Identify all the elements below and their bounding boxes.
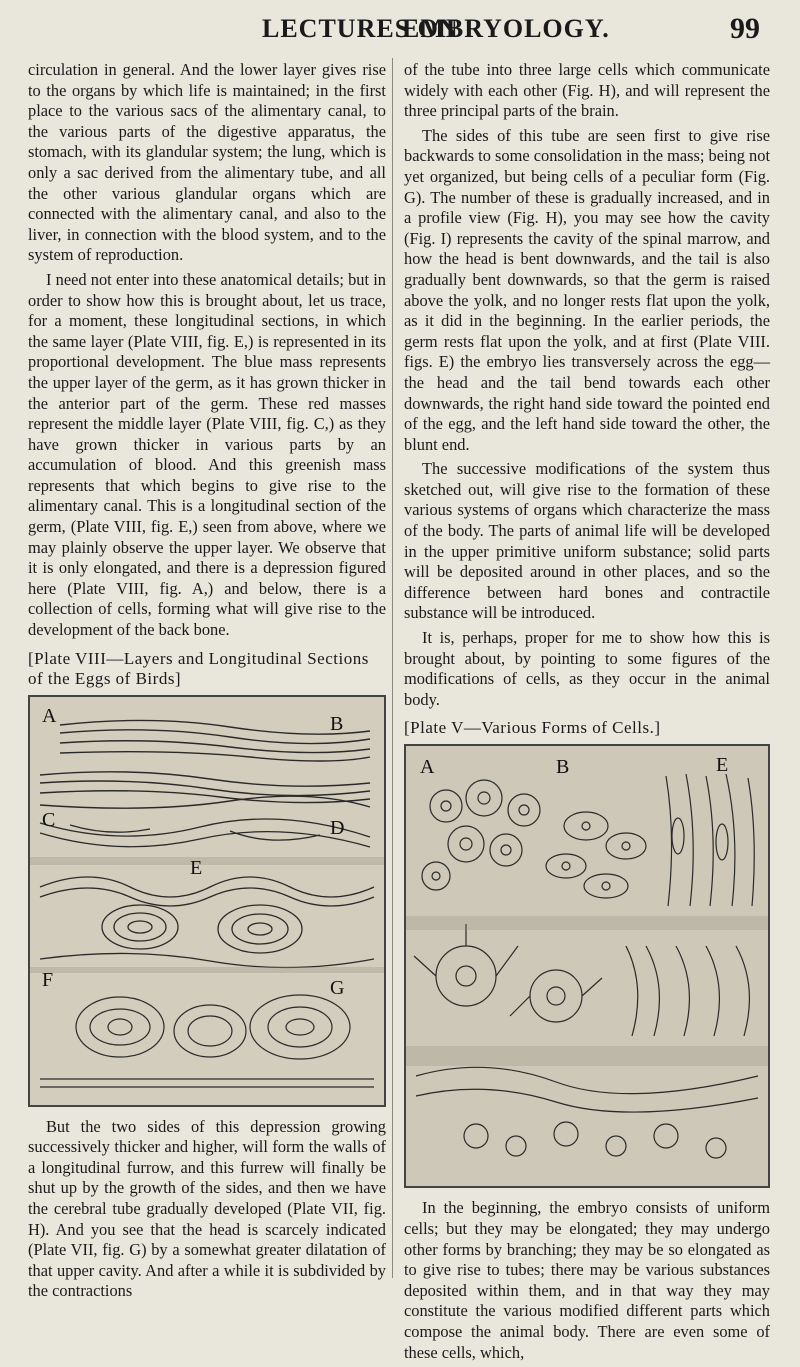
left-column bbox=[28, 60, 386, 1306]
paragraph: The sides of this tube are seen first to give rise backwards to some consolidation in the mass; being not yet organized, but being cells of a peculiar form (Fig. G). The number of these is gradually increased, and in a profile view (Fig. H), you may see how the cavity (Fig. I) represents the cavity of the spinal marrow, and how the head is bent downwards, and the tail is also gradually bent downwards, so that the germ is raised above the yolk, and no longer rests flat upon the yolk, as it did in the beginning. In the earlier periods, the germ rests flat upon the yolk, and at first (Plate VIII. figs. E) the embryo lies transversely across the egg—the head and the tail bend towards each other downwards, the right hand side toward the pointed end of the egg, and the left hand side toward the other, the blunt end. bbox=[404, 125, 770, 454]
running-head-right: EMBRYOLOGY. bbox=[402, 14, 610, 43]
figure-label: G bbox=[330, 976, 345, 999]
figure-label: B bbox=[556, 756, 570, 779]
figure-label: B bbox=[330, 712, 344, 735]
running-head-left: LECTURES ON bbox=[262, 14, 459, 43]
paragraph: In the beginning, the embryo consists of uniform cells; but they may be elongated; they may undergo other forms by branching; they may be so elongated as to give rise to tubes; there may be various substances deposited within them, and in that way they may constitute the various modified different parts which compose the animal body. There are even some of these cells, which, bbox=[404, 1198, 770, 1362]
plate-v-illustration bbox=[404, 744, 770, 1188]
column-divider bbox=[392, 58, 393, 1278]
figure-label: A bbox=[420, 756, 435, 779]
paragraph: circulation in general. And the lower layer gives rise to the organs by which life is maintained; in the first place to the various sacs of the alimentary canal, to the various parts of the digestive apparatus, the stomach, with its glandular system; the lung, which is only a sac derived from the alimentary tube, and all the other various glandular organs which are connected with the alimentary canal, and also to the liver, in connection with the blood system, and to the system of reproduction. bbox=[28, 60, 386, 265]
plate-caption: [Plate V—Various Forms of Cells.] bbox=[404, 718, 661, 738]
figure-label: A bbox=[42, 704, 57, 727]
paragraph: But the two sides of this depression growing successively thicker and higher, will form the walls of a longitudinal furrow, and this furrew will finally be shut up by the growth of the sides, and then we have the cerebral tube gradually developed (Plate VII, fig. H). And you see that the head is scarcely indicated (Plate VII, fig. G) by a somewhat greater dilatation of that upper cavity. And after a while it is subdivided by the contractions bbox=[28, 1116, 386, 1301]
figure-label: E bbox=[716, 754, 729, 777]
plate-viii-drawing bbox=[30, 697, 384, 1105]
figure-label: C bbox=[42, 808, 56, 831]
figure-label: D bbox=[330, 816, 345, 839]
plate-viii-illustration bbox=[28, 695, 386, 1107]
figure-label: E bbox=[190, 856, 203, 879]
plate-v-drawing bbox=[406, 746, 768, 1186]
paragraph: I need not enter into these anatomical details; but in order to show how this is brought about, let us trace, for a moment, these longitudinal sections, in which the same layer (Plate VIII, fig. E,) is represented in its proportional development. The blue mass represents the upper layer of the germ, as it has grown thicker in the anterior part of the germ. These red masses represent the middle layer (Plate VIII, fig. C,) as they have grown thicker in various parts by an accumulation of blood. And this greenish mass represents that which begins to give rise to the alimentary canal. This is a longitudinal section of the germ, (Plate VIII, fig. E,) seen from above, where we may plainly observe the upper layer. We observe that it is only elongated, and there is a depression figured here (Plate VIII, fig. A,) and below, there is a collection of cells, forming what will give rise to the development of the back bone. bbox=[28, 269, 386, 640]
right-column bbox=[404, 60, 770, 1367]
page-number: 99 bbox=[730, 12, 760, 45]
figure-label: F bbox=[42, 968, 54, 991]
paragraph: of the tube into three large cells which communicate widely with each other (Fig. H), and will represent the three principal parts of the brain. bbox=[404, 60, 770, 121]
paragraph: It is, perhaps, proper for me to show how this is brought about, by pointing to some figures of the modifications of cells, as they occur in the animal body. bbox=[404, 628, 770, 709]
plate-caption: [Plate VIII—Layers and Longitudinal Sections of the Eggs of Birds] bbox=[28, 648, 369, 688]
paragraph: The successive modifications of the system thus sketched out, will give rise to the formation of these various systems of organs which characterize the mass of the body. The parts of animal life will be developed in the upper primitive uniform substance; solid parts will be deposited around in other places, and so the difference between hard bones and contractile substance will be introduced. bbox=[404, 459, 770, 623]
